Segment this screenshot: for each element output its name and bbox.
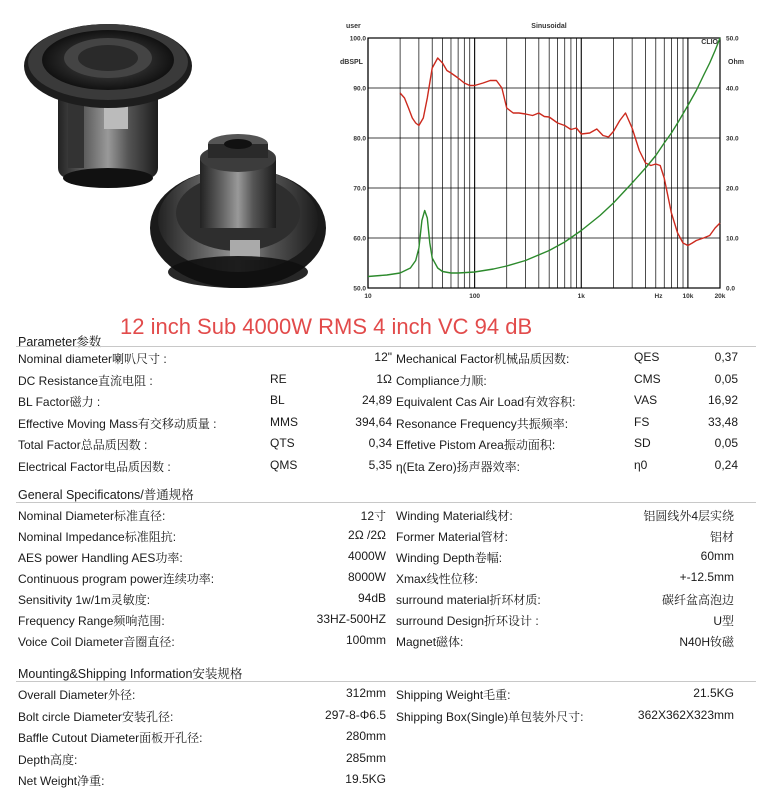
spec-value: 铝材	[709, 530, 734, 544]
spec-value: 0,05	[714, 371, 738, 386]
spec-label: Shipping Weight毛重:	[396, 688, 511, 702]
spec-value: 33,48	[707, 414, 738, 429]
x-tick: 10k	[682, 293, 694, 300]
y-tick-left: 100.0	[349, 35, 366, 43]
spec-label: Electrical Factor电品质因数 :	[18, 459, 171, 474]
spec-value: 碳纤盆高泡边	[661, 593, 734, 607]
mounting-section-title: Mounting&Shipping Information安装规格	[18, 667, 243, 681]
spec-value: 4000W	[347, 549, 386, 563]
x-tick: 10	[364, 293, 372, 300]
spec-symbol: FS	[634, 414, 650, 429]
spec-value: +-12.5mm	[679, 570, 734, 584]
spec-symbol: RE	[270, 371, 287, 386]
y-tick-left: 70.0	[353, 185, 366, 193]
spec-value: 297-8-Φ6.5	[325, 707, 386, 722]
y-tick-left: 90.0	[353, 85, 366, 93]
spec-label: Overall Diameter外径:	[18, 688, 136, 702]
spec-label: Former Material管材:	[396, 530, 509, 544]
chart-grid	[368, 38, 720, 288]
spec-value: 21.5KG	[693, 686, 734, 700]
spec-value: 0,34	[368, 436, 392, 450]
spec-value: 60mm	[700, 549, 734, 563]
spec-value: 12"	[374, 350, 392, 364]
spec-row	[16, 436, 760, 456]
spec-label: Mechanical Factor机械品质因数:	[396, 352, 570, 366]
spec-label: Bolt circle Diameter安装孔径:	[18, 709, 174, 724]
spec-value: 2Ω /2Ω	[348, 528, 386, 542]
spec-label: BL Factor磁力 :	[18, 395, 101, 409]
y-tick-right: 10.0	[726, 235, 739, 243]
spec-row	[16, 549, 760, 569]
divider	[16, 346, 756, 347]
spec-label: Continuous program power连续功率:	[18, 572, 215, 586]
speaker-back-view	[150, 134, 326, 288]
spec-label: Nominal Diameter标准直径:	[18, 509, 166, 523]
x-tick: 20k	[714, 293, 726, 300]
spec-value: 8000W	[347, 570, 386, 584]
spec-row	[16, 751, 760, 771]
spec-value: 1Ω	[376, 371, 392, 386]
spec-value: 312mm	[345, 686, 386, 700]
y-tick-left: 50.0	[353, 285, 366, 293]
spec-label: Winding Material线材:	[396, 509, 513, 523]
spec-label: surround material折环材质:	[396, 593, 541, 607]
spec-label: Winding Depth卷幅:	[396, 551, 503, 565]
x-tick: Hz	[654, 293, 663, 300]
spec-value: 100mm	[345, 633, 386, 647]
spec-value: 285mm	[345, 750, 386, 765]
y-tick-right: 20.0	[726, 185, 739, 193]
spec-label: AES power Handling AES功率:	[18, 551, 183, 565]
spec-label: Net Weight净重:	[18, 774, 105, 788]
spec-value: 16,92	[707, 393, 738, 407]
spec-label: Compliance力顺:	[396, 373, 487, 388]
chart-corner-label: CLIO	[701, 39, 718, 46]
spec-row	[16, 570, 760, 590]
x-tick: 1k	[577, 293, 585, 300]
spec-value: 24,89	[361, 393, 392, 407]
spec-label: Total Factor总品质因数 :	[18, 438, 148, 452]
spec-value: N40H钕磁	[679, 635, 734, 649]
spec-row	[16, 507, 760, 527]
speaker-front-view	[24, 24, 192, 188]
spec-row	[16, 612, 760, 632]
spec-label: Nominal Impedance标准阻抗:	[18, 530, 177, 544]
spec-row	[16, 528, 760, 548]
spec-label: η(Eta Zero)扬声器效率:	[396, 459, 521, 474]
spec-value: 362X362X323mm	[637, 707, 734, 722]
spec-label: Frequency Range频响范围:	[18, 614, 165, 628]
spec-row	[16, 729, 760, 749]
y-tick-right: 50.0	[726, 35, 739, 43]
spec-value: 0,05	[714, 436, 738, 450]
y-tick-right: 40.0	[726, 85, 739, 93]
product-title: 12 inch Sub 4000W RMS 4 inch VC 94 dB	[120, 314, 533, 339]
spec-value: 33HZ-500HZ	[316, 612, 386, 626]
divider	[16, 681, 756, 682]
spec-symbol: BL	[270, 393, 285, 407]
spec-value: 94dB	[357, 591, 386, 605]
spec-label: Effective Moving Mass有交移动质量 :	[18, 416, 217, 431]
spec-value: 0,37	[714, 350, 738, 364]
spec-label: Voice Coil Diameter音圈直径:	[18, 635, 175, 649]
spec-symbol: QES	[634, 350, 660, 364]
spec-label: Equivalent Cas Air Load有效容积:	[396, 395, 576, 409]
spec-label: Depth高度:	[18, 752, 78, 767]
spec-label: Nominal diameter喇叭尺寸 :	[18, 352, 167, 366]
spec-label: Baffle Cutout Diameter面板开孔径:	[18, 731, 203, 745]
spec-symbol: CMS	[634, 371, 661, 386]
spec-symbol: SD	[634, 436, 651, 450]
general-section-title: General Specificatons/普通规格	[18, 488, 194, 502]
spec-label: surround Design折环设计 :	[396, 614, 539, 628]
spec-row	[16, 708, 760, 728]
spec-symbol: QMS	[270, 457, 298, 472]
subwoofer-product-image	[8, 8, 338, 308]
spec-row	[16, 350, 760, 370]
spec-row	[16, 415, 760, 435]
spec-label: Resonance Frequency共振频率:	[396, 416, 569, 431]
spec-value: 5,35	[368, 457, 392, 472]
spec-value: 280mm	[345, 729, 386, 743]
spec-symbol: QTS	[270, 436, 295, 450]
spec-value: 19.5KG	[345, 772, 386, 786]
spec-label: Shipping Box(Single)单包装外尺寸:	[396, 709, 584, 724]
y-tick-left: 80.0	[353, 135, 366, 143]
spec-symbol: VAS	[634, 393, 658, 407]
y-tick-right: 0.0	[726, 285, 736, 293]
spec-row	[16, 372, 760, 392]
chart-ylabel-right: Ohm	[728, 59, 744, 66]
spec-row	[16, 393, 760, 413]
spec-row	[16, 458, 760, 478]
spec-value: 394,64	[355, 414, 392, 429]
spec-value: 铝圆线外4层实绕	[643, 509, 734, 523]
spec-symbol: MMS	[270, 414, 298, 429]
frequency-response-chart	[340, 18, 758, 308]
spec-label: Effetive Pistom Area振动面积:	[396, 438, 556, 452]
spec-value: 0,24	[714, 457, 738, 472]
chart-ylabel-left: dBSPL	[340, 59, 363, 66]
x-tick: 100	[469, 293, 481, 300]
spec-label: Sensitivity 1w/1m灵敏度:	[18, 593, 151, 607]
parameter-section-title: Parameter参数	[18, 335, 102, 349]
spec-row	[16, 686, 760, 706]
spec-label: Magnet磁体:	[396, 635, 464, 649]
spec-symbol: η0	[634, 457, 648, 472]
spec-row	[16, 772, 760, 792]
spec-value: U型	[713, 614, 734, 628]
y-tick-left: 60.0	[353, 235, 366, 243]
spec-value: 12寸	[360, 509, 386, 523]
spec-row	[16, 633, 760, 653]
spec-label: Xmax线性位移:	[396, 572, 479, 586]
spec-row	[16, 591, 760, 611]
y-tick-right: 30.0	[726, 135, 739, 143]
spec-label: DC Resistance直流电阻 :	[18, 373, 153, 388]
plot-frame	[368, 38, 720, 288]
chart-title: Sinusoidal	[531, 23, 567, 30]
divider	[16, 502, 756, 503]
chart-user-label: user	[346, 23, 361, 30]
